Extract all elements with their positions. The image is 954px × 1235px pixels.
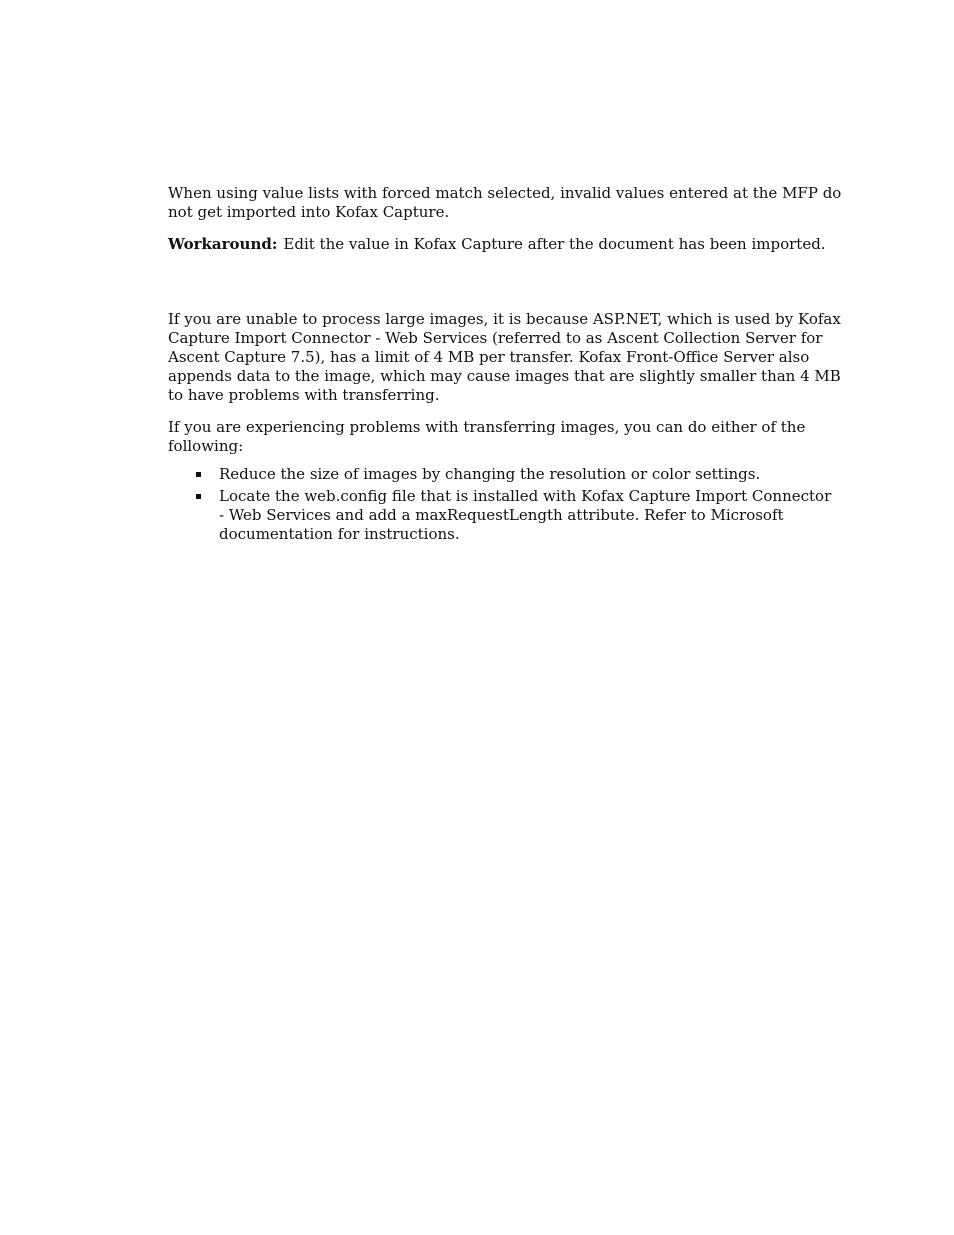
transfer-problems-paragraph: If you are experiencing problems with transferring images, you can do either of the following: — [168, 418, 806, 455]
workaround-text: Edit the value in Kofax Capture after the document has been imported. — [283, 235, 826, 253]
workaround-paragraph — [168, 235, 848, 254]
list-item — [219, 487, 848, 544]
list-item — [219, 465, 848, 484]
large-images-paragraph: If you are unable to process large images, it is because ASP.NET, which is used by Kofax Capture Import Connector - Web Services (referred to as Ascent Collection Server for Ascent Capture 7.5), has a limit of 4 MB per transfer. Kofax Front-Office Server also appends data to the image, which may cause images that are slightly smaller than 4 MB to have problems with transferring. — [168, 310, 841, 404]
bullet-icon — [196, 472, 201, 477]
list-item-text: Reduce the size of images by changing the resolution or color settings. — [219, 465, 761, 483]
options-bullet-list — [168, 465, 848, 544]
forced-match-paragraph: When using value lists with forced match selected, invalid values entered at the MFP do not get imported into Kofax Capture. — [168, 184, 842, 221]
list-item-text: Locate the web.config file that is installed with Kofax Capture Import Connector - Web Services and add a maxRequestLength attribute. Refer to Microsoft documentation for instructions. — [219, 487, 832, 543]
workaround-label: Workaround: — [168, 235, 278, 253]
bullet-icon — [196, 494, 201, 499]
document-content — [168, 184, 848, 547]
section-spacer — [168, 254, 848, 310]
